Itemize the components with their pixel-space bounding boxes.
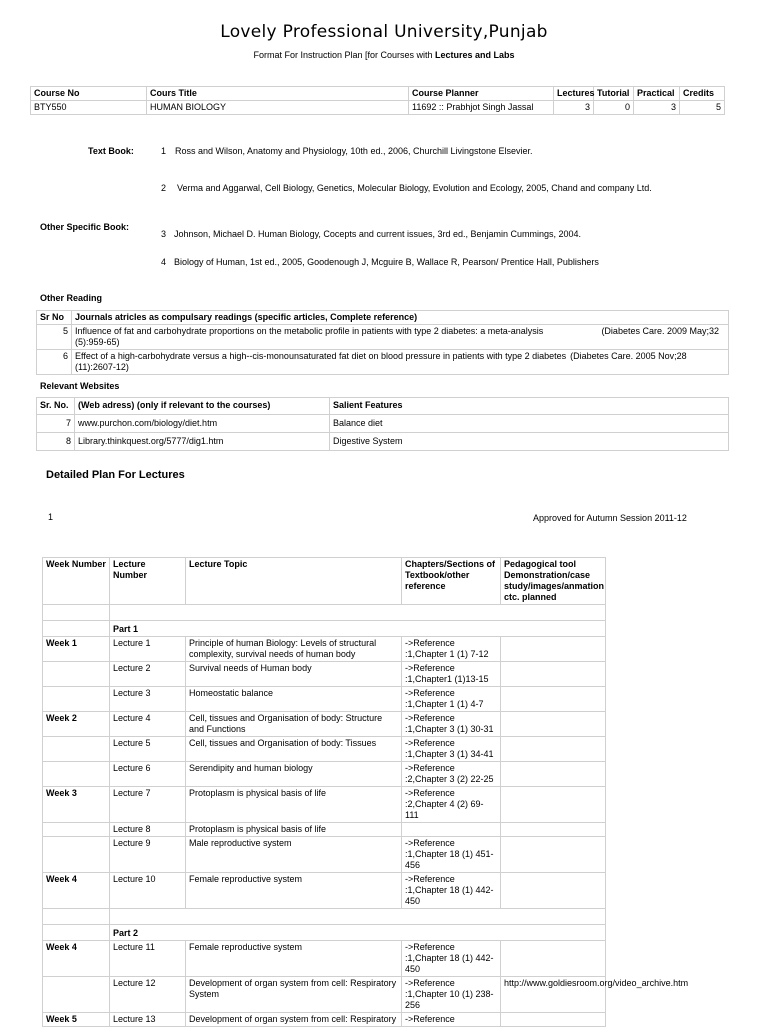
part-1-rows [43, 637, 606, 909]
reference-cell: ->Reference :1,Chapter 18 (1) 442-450 [402, 941, 501, 977]
university-title: Lovely Professional University,Punjab [220, 22, 548, 42]
article-citation: (Diabetes Care. 2009 May;32 [601, 326, 719, 336]
pedagogical-tool-cell [501, 712, 606, 737]
plan-header-cell: Chapters/Sections of Textbook/other reference [402, 558, 501, 605]
course-header-cell: Course Planner [409, 87, 554, 101]
website-url[interactable]: www.purchon.com/biology/diet.htm [75, 415, 330, 433]
pedagogical-tool-cell [501, 1013, 606, 1027]
book-reference: Verma and Aggarwal, Cell Biology, Genetics, Molecular Biology, Evolution and Ecology, 2005, Chand and company Ltd. [177, 183, 652, 193]
lecture-row [43, 712, 606, 737]
other-reading-row [37, 325, 729, 350]
websites-header-row [37, 398, 729, 415]
lecture-row [43, 1013, 606, 1027]
course-table [30, 86, 725, 115]
lecture-number-cell: Lecture 7 [110, 787, 186, 823]
pedagogical-tool-cell [501, 837, 606, 873]
reference-cell: ->Reference :1,Chapter 10 (1) 238-256 [402, 977, 501, 1013]
lecture-number-cell: Lecture 5 [110, 737, 186, 762]
page-number: 1 [48, 512, 54, 522]
plan-header-row [43, 558, 606, 605]
text-book-label: Text Book: [88, 146, 134, 156]
plan-header-cell: Lecture Number [110, 558, 186, 605]
pedagogical-tool-cell [501, 637, 606, 662]
other-reading-article [72, 325, 729, 350]
lecture-row [43, 737, 606, 762]
relevant-websites-label: Relevant Websites [40, 381, 120, 391]
website-number: 8 [37, 433, 75, 451]
week-cell [43, 762, 110, 787]
lecture-topic-cell: Development of organ system from cell: Respiratory [186, 1013, 402, 1027]
other-reading-header-cell: Journals atricles as compulsary readings (specific articles, Complete reference) [72, 311, 729, 325]
reference-cell: ->Reference :1,Chapter 18 (1) 451-456 [402, 837, 501, 873]
plan-header-cell: Pedagogical tool Demonstration/case study/images/anmation ctc. planned [501, 558, 606, 605]
plan-spacer-row [43, 909, 606, 925]
websites-header-cell: Sr. No. [37, 398, 75, 415]
website-url[interactable]: Library.thinkquest.org/5777/dig1.htm [75, 433, 330, 451]
reference-cell: ->Reference [402, 1013, 501, 1027]
article-citation-cont: (5):959-65) [75, 337, 120, 347]
plan-spacer-row [43, 605, 606, 621]
reference-cell: ->Reference :1,Chapter 1 (1) 4-7 [402, 687, 501, 712]
website-feature: Balance diet [330, 415, 729, 433]
lecture-row [43, 823, 606, 837]
websites-table [36, 397, 729, 451]
course-value-cell: HUMAN BIOLOGY [147, 101, 409, 115]
course-value-cell: 3 [634, 101, 680, 115]
other-reading-row [37, 350, 729, 375]
lecture-topic-cell: Survival needs of Human body [186, 662, 402, 687]
part-2-rows [43, 941, 689, 1027]
pedagogical-tool-cell [501, 687, 606, 712]
lecture-topic-cell: Protoplasm is physical basis of life [186, 787, 402, 823]
course-value-cell: 3 [554, 101, 594, 115]
course-value-cell: 11692 :: Prabhjot Singh Jassal [409, 101, 554, 115]
lecture-topic-cell: Homeostatic balance [186, 687, 402, 712]
book-reference: Ross and Wilson, Anatomy and Physiology, 10th ed., 2006, Churchill Livingstone Elsevier. [175, 146, 533, 156]
lecture-number-cell: Lecture 4 [110, 712, 186, 737]
part-1-heading: Part 1 [110, 621, 606, 637]
lecture-topic-cell: Serendipity and human biology [186, 762, 402, 787]
part-row [43, 925, 606, 941]
lecture-number-cell: Lecture 12 [110, 977, 186, 1013]
pedagogical-tool-cell [501, 787, 606, 823]
book-number: 1 [161, 146, 167, 156]
lecture-number-cell: Lecture 9 [110, 837, 186, 873]
website-row [37, 415, 729, 433]
other-reading-number: 5 [37, 325, 72, 350]
pedagogical-tool-cell [501, 941, 606, 977]
reference-cell: ->Reference :1,Chapter 3 (1) 30-31 [402, 712, 501, 737]
week-cell [43, 823, 110, 837]
week-cell [43, 977, 110, 1013]
course-header-cell: Cours Title [147, 87, 409, 101]
reference-cell: ->Reference :1,Chapter 18 (1) 442-450 [402, 873, 501, 909]
course-value-cell: 5 [680, 101, 725, 115]
pedagogical-tool-cell [501, 823, 606, 837]
week-cell [43, 837, 110, 873]
reference-cell: ->Reference :1,Chapter 1 (1) 7-12 [402, 637, 501, 662]
part-2-heading: Part 2 [110, 925, 606, 941]
websites-header-cell: Salient Features [330, 398, 729, 415]
other-reading-article [72, 350, 729, 375]
website-number: 7 [37, 415, 75, 433]
pedagogical-tool-cell [501, 662, 606, 687]
other-reading-label: Other Reading [40, 293, 103, 303]
article-title: Influence of fat and carbohydrate proportions on the metabolic profile in patients with type 2 diabetes: a meta-analysis [75, 326, 544, 336]
reference-cell: ->Reference :2,Chapter 4 (2) 69-111 [402, 787, 501, 823]
website-row [37, 433, 729, 451]
week-cell [43, 737, 110, 762]
week-cell: Week 4 [43, 873, 110, 909]
lecture-plan-table [42, 557, 689, 1027]
other-specific-book-label: Other Specific Book: [40, 222, 130, 232]
plan-header-cell: Lecture Topic [186, 558, 402, 605]
lecture-topic-cell: Cell, tissues and Organisation of body: Structure and Functions [186, 712, 402, 737]
article-title: Effect of a high-carbohydrate versus a high--cis-monounsaturated fat diet on blood pressure in patients with type 2 diabetes [75, 351, 567, 361]
other-reading-number: 6 [37, 350, 72, 375]
lecture-topic-cell: Male reproductive system [186, 837, 402, 873]
course-value-cell: 0 [594, 101, 634, 115]
lecture-number-cell: Lecture 2 [110, 662, 186, 687]
lecture-topic-cell: Cell, tissues and Organisation of body: Tissues [186, 737, 402, 762]
pedagogical-tool-cell [501, 737, 606, 762]
pedagogical-tool-cell [501, 762, 606, 787]
other-reading-header-cell: Sr No [37, 311, 72, 325]
lecture-topic-cell: Protoplasm is physical basis of life [186, 823, 402, 837]
course-header-cell: Tutorial [594, 87, 634, 101]
lecture-number-cell: Lecture 8 [110, 823, 186, 837]
reference-cell: ->Reference :1,Chapter1 (1)13-15 [402, 662, 501, 687]
book-reference: Johnson, Michael D. Human Biology, Cocepts and current issues, 3rd ed., Benjamin Cummings, 2004. [174, 229, 582, 239]
course-value-cell: BTY550 [31, 101, 147, 115]
book-reference: Biology of Human, 1st ed., 2005, Goodenough J, Mcguire B, Wallace R, Pearson/ Prentice Hall, Publishers [174, 257, 599, 267]
website-feature: Digestive System [330, 433, 729, 451]
lecture-number-cell: Lecture 1 [110, 637, 186, 662]
lecture-row [43, 787, 606, 823]
approved-session: Approved for Autumn Session 2011-12 [533, 513, 687, 523]
week-cell: Week 2 [43, 712, 110, 737]
websites-header-cell: (Web adress) (only if relevant to the courses) [75, 398, 330, 415]
lecture-topic-cell: Development of organ system from cell: Respiratory System [186, 977, 402, 1013]
course-header-row [31, 87, 725, 101]
lecture-row [43, 662, 606, 687]
week-cell [43, 662, 110, 687]
week-cell: Week 4 [43, 941, 110, 977]
part-row [43, 621, 606, 637]
lecture-number-cell: Lecture 11 [110, 941, 186, 977]
course-value-row [31, 101, 725, 115]
other-reading-header-row [37, 311, 729, 325]
book-number: 3 [161, 229, 167, 239]
detailed-plan-heading: Detailed Plan For Lectures [46, 469, 185, 481]
article-citation: (Diabetes Care. 2005 Nov;28 [570, 351, 687, 361]
reference-cell [402, 823, 501, 837]
book-number: 4 [161, 257, 167, 267]
lecture-row [43, 977, 606, 1013]
course-header-cell: Credits [680, 87, 725, 101]
lecture-row [43, 637, 606, 662]
lecture-number-cell: Lecture 13 [110, 1013, 186, 1027]
course-header-cell: Practical [634, 87, 680, 101]
lecture-row [43, 837, 606, 873]
week-cell: Week 5 [43, 1013, 110, 1027]
reference-cell: ->Reference :2,Chapter 3 (2) 22-25 [402, 762, 501, 787]
lecture-topic-cell: Female reproductive system [186, 941, 402, 977]
article-citation-cont: (11):2607-12) [75, 362, 129, 372]
reference-cell: ->Reference :1,Chapter 3 (1) 34-41 [402, 737, 501, 762]
week-cell [43, 687, 110, 712]
other-reading-table [36, 310, 729, 375]
plan-header-cell: Week Number [43, 558, 110, 605]
lecture-row [43, 762, 606, 787]
lecture-row [43, 873, 606, 909]
lecture-number-cell: Lecture 6 [110, 762, 186, 787]
week-cell: Week 3 [43, 787, 110, 823]
lecture-topic-cell: Principle of human Biology: Levels of structural complexity, survival needs of human body [186, 637, 402, 662]
book-number: 2 [161, 183, 167, 193]
lecture-row [43, 941, 606, 977]
week-cell: Week 1 [43, 637, 110, 662]
pedagogical-tool-cell [501, 873, 606, 909]
course-header-cell: Lectures [554, 87, 594, 101]
lecture-row [43, 687, 606, 712]
course-header-cell: Course No [31, 87, 147, 101]
lecture-number-cell: Lecture 10 [110, 873, 186, 909]
lecture-topic-cell: Female reproductive system [186, 873, 402, 909]
format-subtitle: Format For Instruction Plan [for Courses with Lectures and Labs [253, 50, 515, 60]
lecture-number-cell: Lecture 3 [110, 687, 186, 712]
pedagogical-tool-cell: http://www.goldiesroom.org/video_archive.htm [501, 977, 606, 1013]
